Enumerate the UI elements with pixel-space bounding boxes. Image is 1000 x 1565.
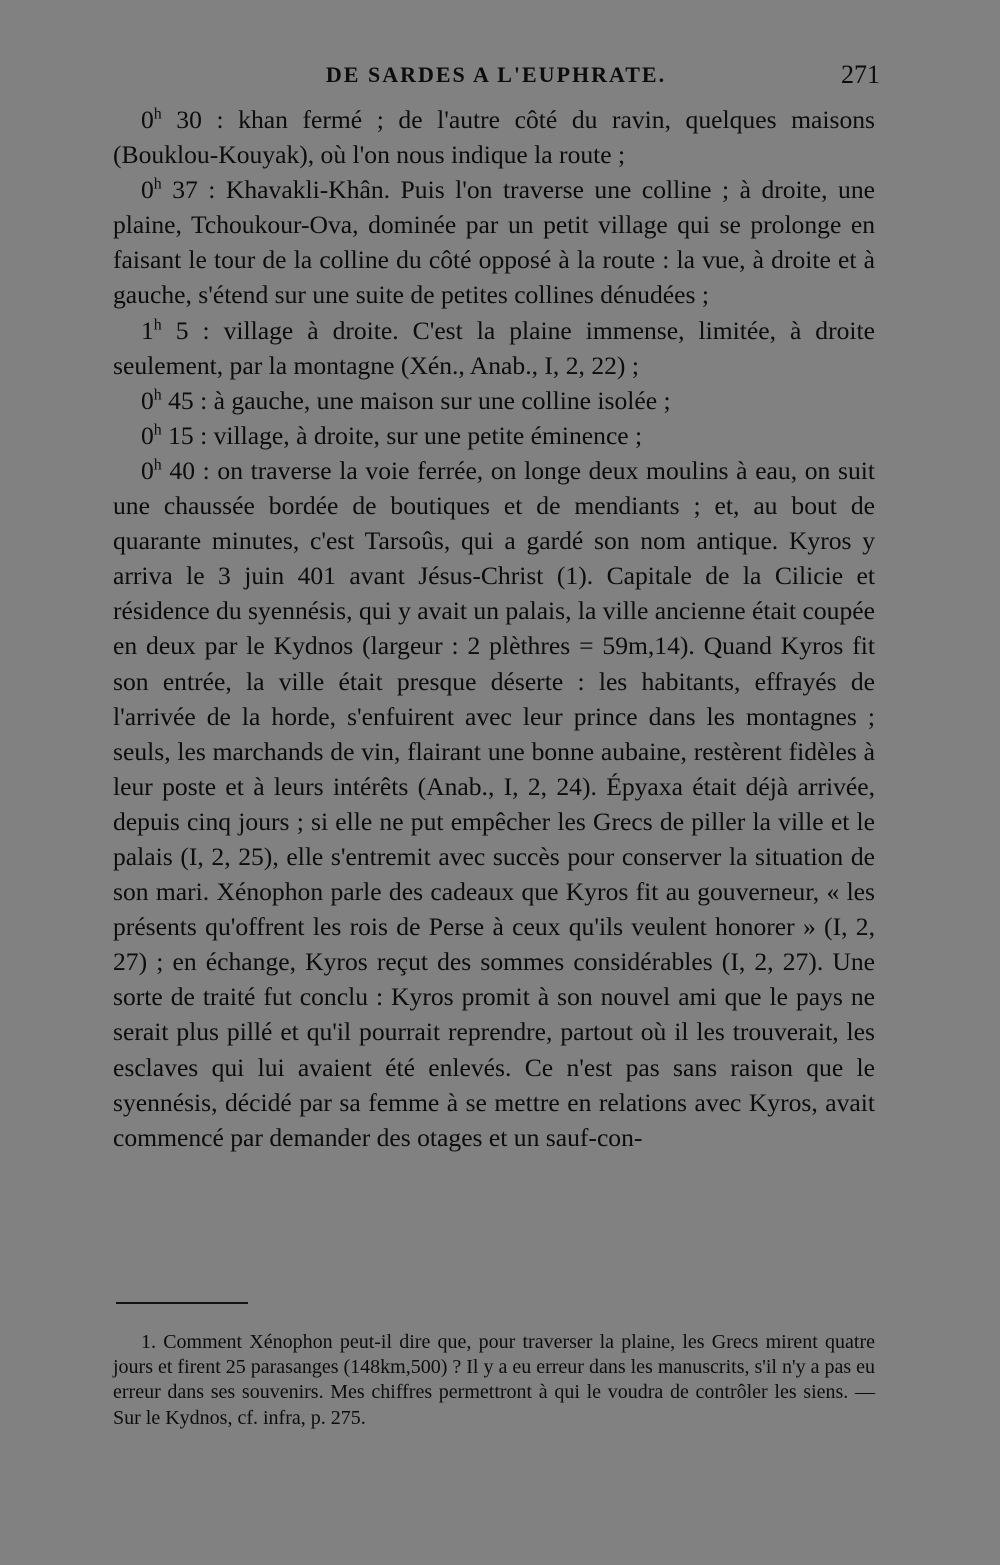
paragraph-3 [113,313,875,383]
time-value: 0 [141,455,154,485]
paragraph-text: 37 : Khavakli-Khân. Puis l'on traverse une colline ; à droite, une plaine, Tchoukour-Ova, dominée par un petit village qui se prolonge en faisant le tour de la colline du côté opposé à la route : la vue, à droite et à gauche, s'étend sur une suite de petites collines dénudées ; [113,175,875,310]
paragraph-text: 40 : on traverse la voie ferrée, on longe deux moulins à eau, on suit une chaussée bordée de boutiques et de mendiants ; et, au bout de quarante minutes, c'est Tarsoûs, qui a gardé son nom antique. Kyros y arriva le 3 juin 401 avant Jésus-Christ (1). Capitale de la Cilicie et résidence du syennésis, qui y avait un palais, la ville ancienne était coupée en deux par le Kydnos (largeur : 2 plèthres = 59m,14). Quand Kyros fit son entrée, la ville était presque déserte : les habitants, effrayés de l'arrivée de la horde, s'enfuirent avec leur prince dans les montagnes ; seuls, les marchands de vin, flairant une bonne aubaine, restèrent fidèles à leur poste et à leurs intérêts (Anab., I, 2, 24). Épyaxa était déjà arrivée, depuis cinq jours ; si elle ne put empêcher les Grecs de piller la ville et le palais (I, 2, 25), elle s'entremit avec succès pour conserver la situation de son mari. Xénophon parle des cadeaux que Kyros fit au gouverneur, « les présents qu'offrent les rois de Perse à ceux qu'ils veulent honorer » (I, 2, 27) ; en échange, Kyros reçut des sommes considérables (I, 2, 27). Une sorte de traité fut conclu : Kyros promit à son nouvel ami que le pays ne serait plus pillé et qu'il pourrait reprendre, partout où il les trouverait, les esclaves qui lui avaient été enlevés. Ce n'est pas sans raison que le syennésis, décidé par sa femme à se mettre en relations avec Kyros, avait commencé par demander des otages et un sauf-con- [113,455,875,1152]
time-unit: h [153,175,162,193]
time-value: 0 [141,385,154,415]
paragraph-text: 5 : village à droite. C'est la plaine immense, limitée, à droite seulement, par la montagne (Xén., Anab., I, 2, 22) ; [113,315,875,380]
time-value: 0 [141,175,154,205]
paragraph-2 [113,172,875,312]
time-unit: h [153,421,162,439]
time-unit: h [153,316,162,334]
time-value: 0 [141,105,154,134]
paragraph-4 [113,383,875,418]
time-unit: h [153,105,162,123]
paragraph-1 [113,102,875,172]
body-text [113,102,875,1155]
page-number: 271 [841,60,880,89]
time-unit: h [153,386,162,404]
paragraph-text: 15 : village, à droite, sur une petite éminence ; [161,420,643,450]
time-value: 1 [141,315,154,345]
time-unit: h [153,456,162,474]
footnote-rule [116,1302,248,1304]
footnote-1: 1. Comment Xénophon peut-il dire que, pour traverser la plaine, les Grecs mirent quatre jours et firent 25 parasanges (148km,500) ? Il y a eu erreur dans les manuscrits, s'il n'y a pas eu erreur dans ses souvenirs. Mes chiffres permettront à qui le voudra de contrôler les siens. — Sur le Kydnos, cf. infra, p. 275. [113,1331,875,1429]
paragraph-5 [113,418,875,453]
footnotes [113,1330,875,1431]
running-head [112,58,880,92]
paragraph-text: 45 : à gauche, une maison sur une colline isolée ; [161,385,671,415]
paragraph-6 [113,453,875,1155]
paragraph-text: 30 : khan fermé ; de l'autre côté du ravin, quelques maisons (Bouklou-Kouyak), où l'on nous indique la route ; [113,105,875,170]
time-value: 0 [141,420,154,450]
running-title: DE SARDES A L'EUPHRATE. [325,62,667,87]
